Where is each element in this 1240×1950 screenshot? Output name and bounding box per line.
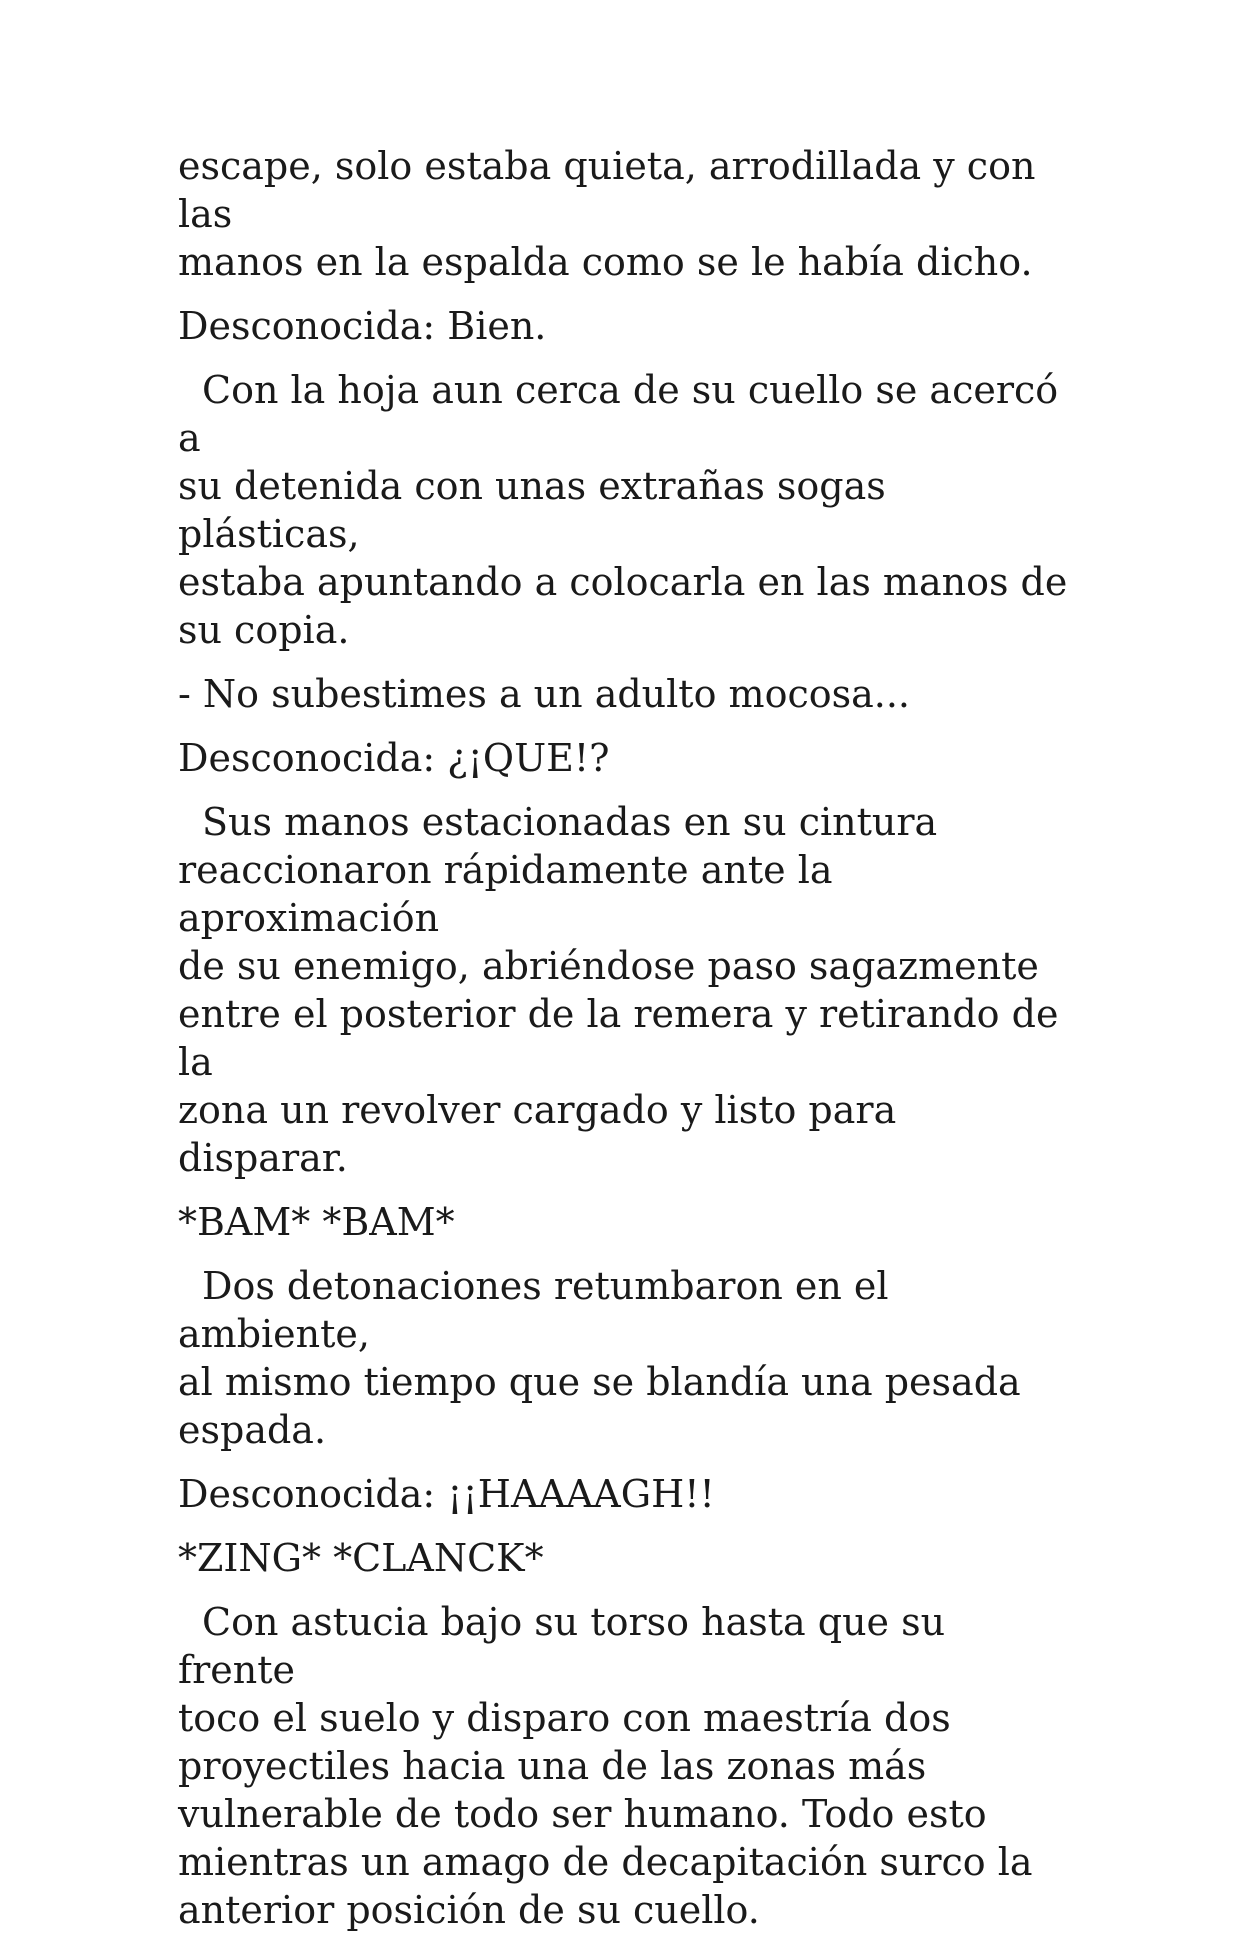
paragraph: Dos detonaciones retumbaron en el ambiente, al mismo tiempo que se blandía una pesada espada. bbox=[178, 1264, 1021, 1452]
dialogue-line: Desconocida: ¡¡HAAAAGH!! bbox=[178, 1472, 715, 1516]
paragraph: Con la hoja aun cerca de su cuello se acercó a su detenida con unas extrañas sogas plásticas, estaba apuntando a colocarla en las manos de su copia. bbox=[178, 368, 1068, 652]
dialogue-line: Desconocida: ¿¡QUE!? bbox=[178, 736, 610, 780]
body-text bbox=[178, 142, 1068, 1950]
dialogue-line: Desconocida: Bien. bbox=[178, 304, 547, 348]
paragraph: Con astucia bajo su torso hasta que su frente toco el suelo y disparo con maestría dos proyectiles hacia una de las zonas más vulnerable de todo ser humano. Todo esto mientras un amago de decapitación surco la anterior posición de su cuello. bbox=[178, 1600, 1033, 1932]
paragraph: Sus manos estacionadas en su cintura reaccionaron rápidamente ante la aproximación de su enemigo, abriéndose paso sagazmente entre el posterior de la remera y retirando de la zona un revolver cargado y listo para disparar. bbox=[178, 800, 1059, 1180]
paragraph: escape, solo estaba quieta, arrodillada y con las manos en la espalda como se le había dicho. bbox=[178, 144, 1036, 284]
sound-effect: *ZING* *CLANCK* bbox=[178, 1536, 544, 1580]
dialogue-line: - No subestimes a un adulto mocosa... bbox=[178, 672, 911, 716]
sound-effect: *BAM* *BAM* bbox=[178, 1200, 455, 1244]
